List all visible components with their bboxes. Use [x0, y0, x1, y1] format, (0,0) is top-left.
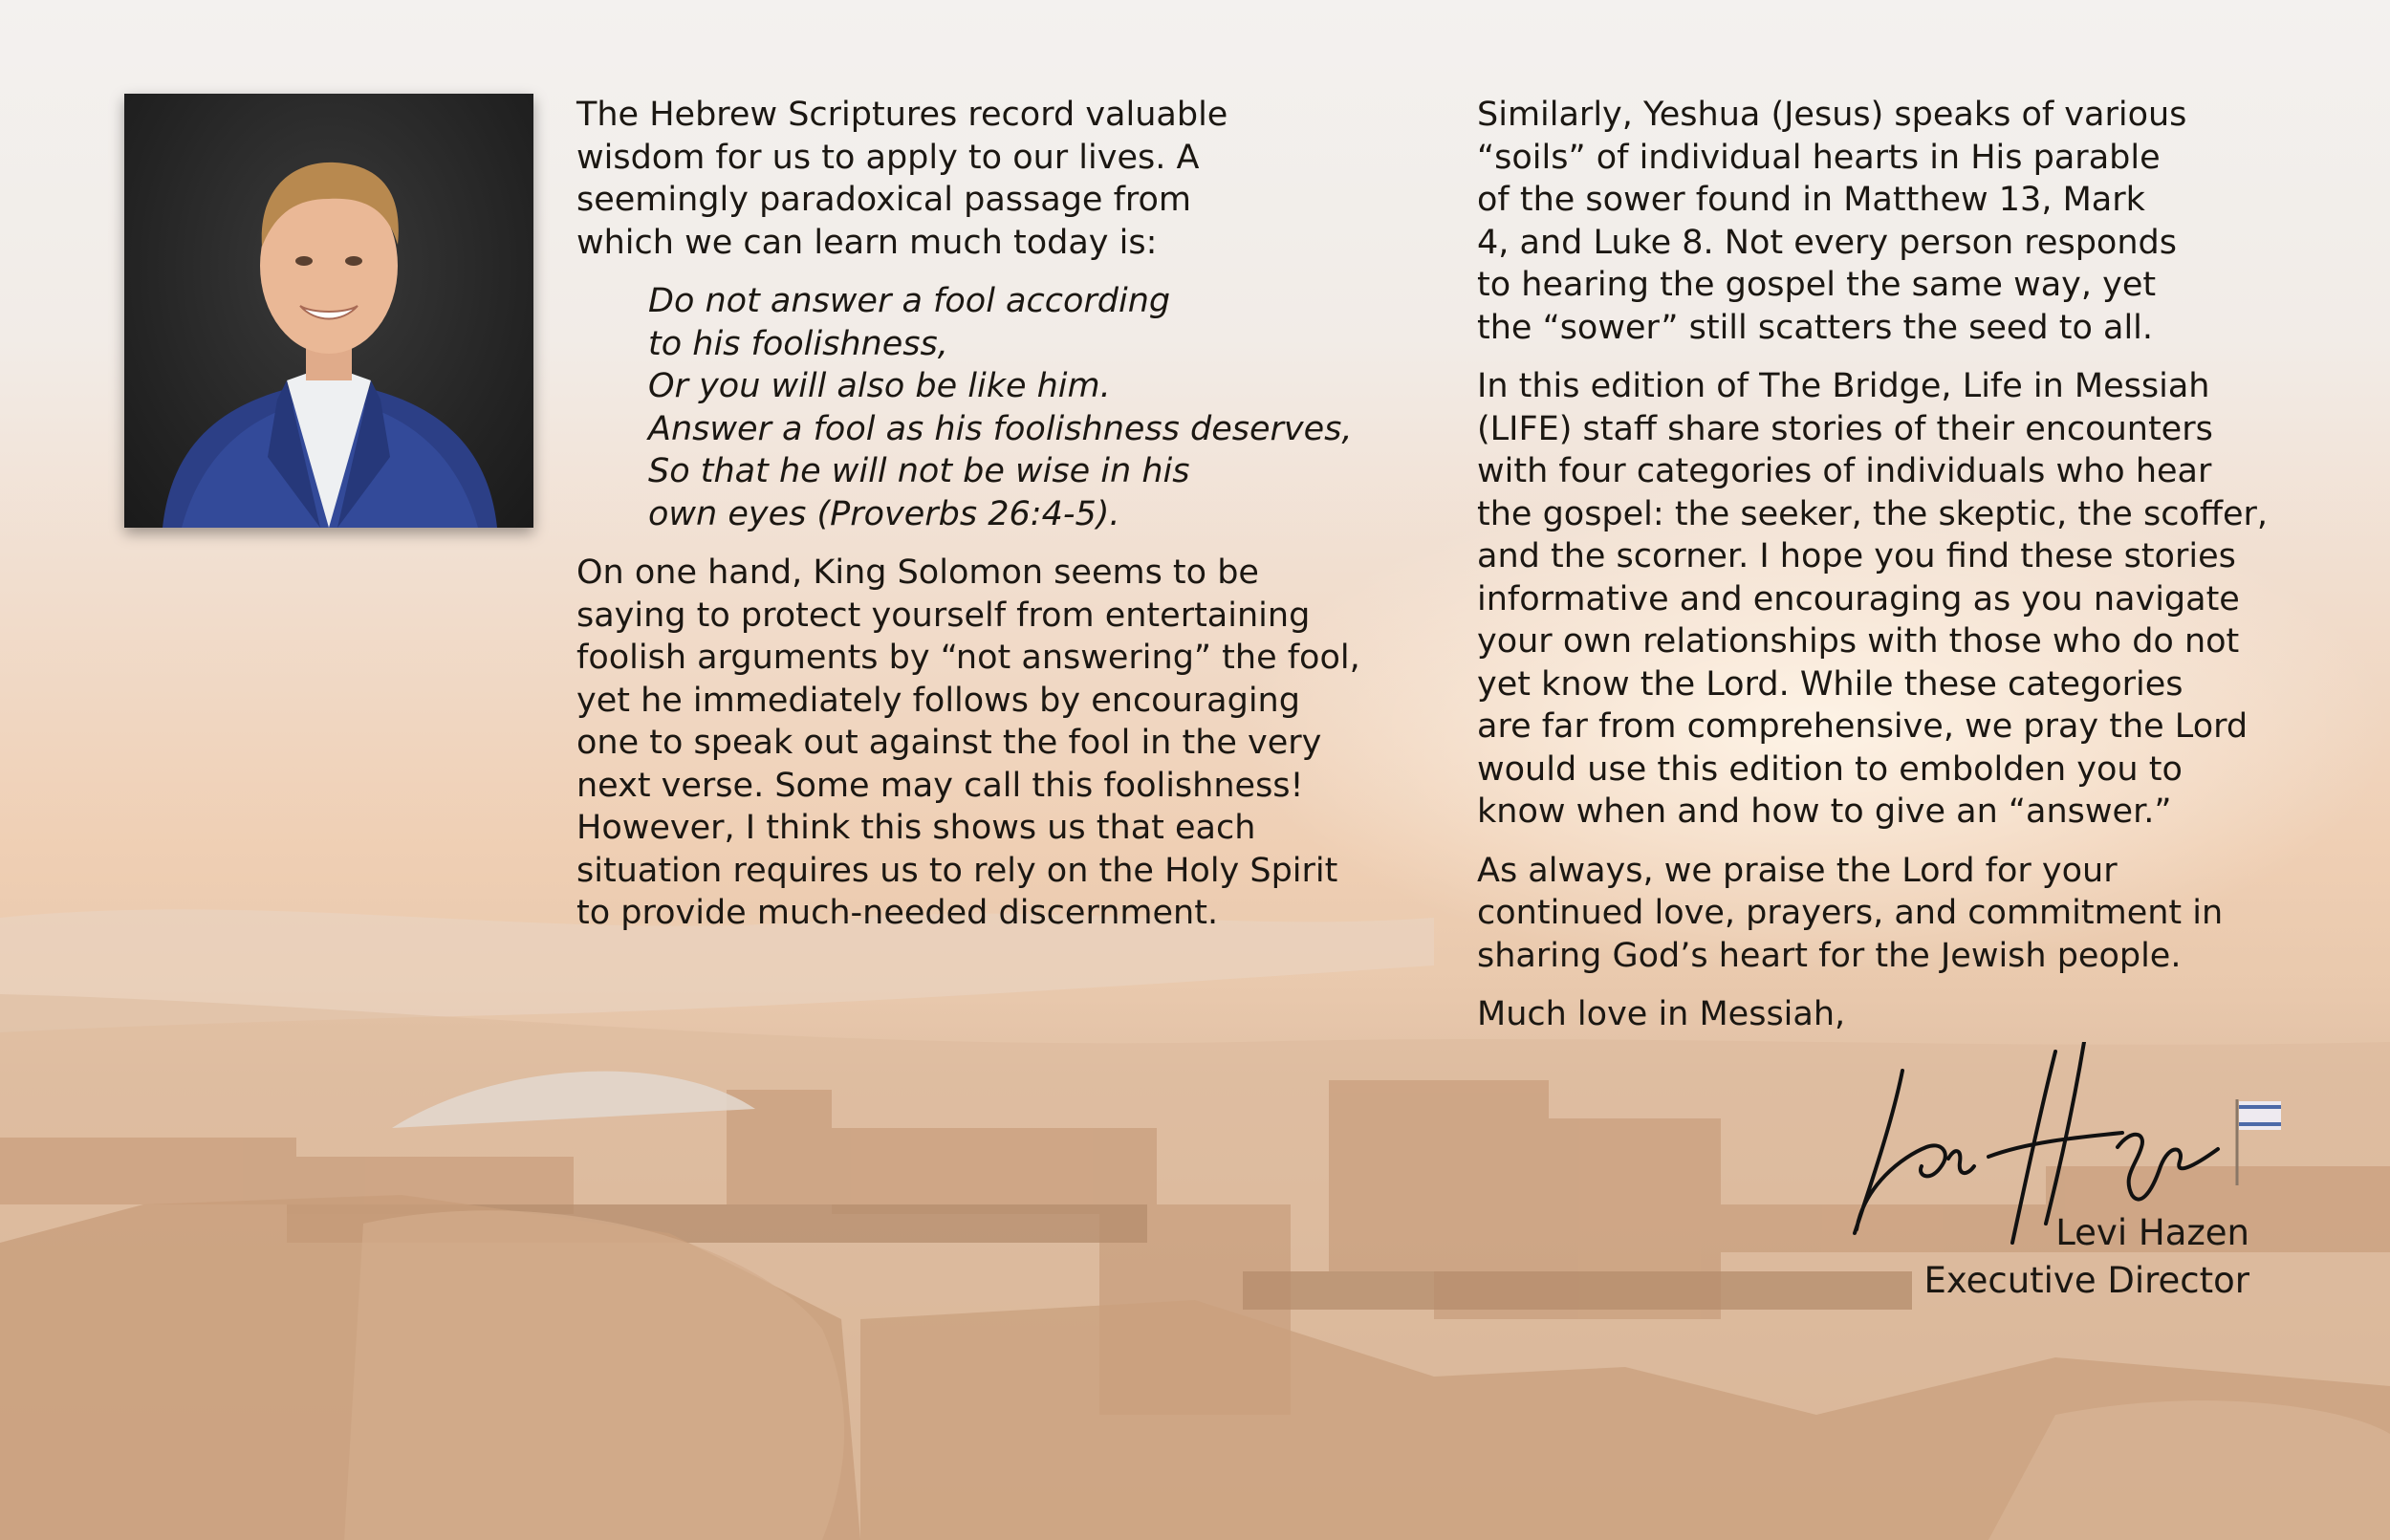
portrait-illustration	[124, 94, 533, 528]
praise-paragraph: As always, we praise the Lord for your continued love, prayers, and commitment in sharing God’s heart for the Jewish people.	[1477, 851, 2224, 975]
letter-left-column	[576, 94, 1437, 951]
parable-paragraph: Similarly, Yeshua (Jesus) speaks of various “soils” of individual hearts in His parable of the sower found in Matthew 13, Mark 4, and Luke 8. Not every person responds to hearing the gospel the same way, yet the “sower” still scatters the seed to all.	[1477, 96, 2187, 347]
letter-right-column	[1477, 94, 2337, 1052]
body-paragraph: On one hand, King Solomon seems to be saying to protect yourself from entertaining foolish arguments by “not answering” the fool, yet he immediately follows by encouraging one to speak out against the fool in the very next verse. Some may call this foolishness! However, I think this shows us that each situation requires us to rely on the Holy Spirit to provide much-needed discernment.	[576, 553, 1360, 932]
edition-paragraph: In this edition of The Bridge, Life in Messiah (LIFE) staff share stories of their encounters with four categories of individuals who hear the gospel: the seeker, the skeptic, the scoffer, and the scorner. I hope you find these stories informative and encouraging as you navigate your own relationships with those who do not yet know the Lord. While these categories are far from comprehensive, we pray the Lord would use this edition to embolden you to know when and how to give an “answer.”	[1477, 367, 2269, 831]
author-portrait	[124, 94, 533, 528]
signature-block	[1923, 1209, 2249, 1305]
signer-title: Executive Director	[1923, 1260, 2249, 1301]
closing-line: Much love in Messiah,	[1477, 995, 1846, 1033]
proverbs-quote: Do not answer a fool according to his foolishness, Or you will also be like him. Answer a fool as his foolishness deserves, So that he will not be wise in his own eyes (Proverbs 26:4-5).	[648, 282, 1353, 533]
signer-name: Levi Hazen	[2055, 1212, 2249, 1253]
intro-paragraph: The Hebrew Scriptures record valuable wisdom for us to apply to our lives. A seemingly paradoxical passage from which we can learn much today is:	[576, 96, 1228, 262]
